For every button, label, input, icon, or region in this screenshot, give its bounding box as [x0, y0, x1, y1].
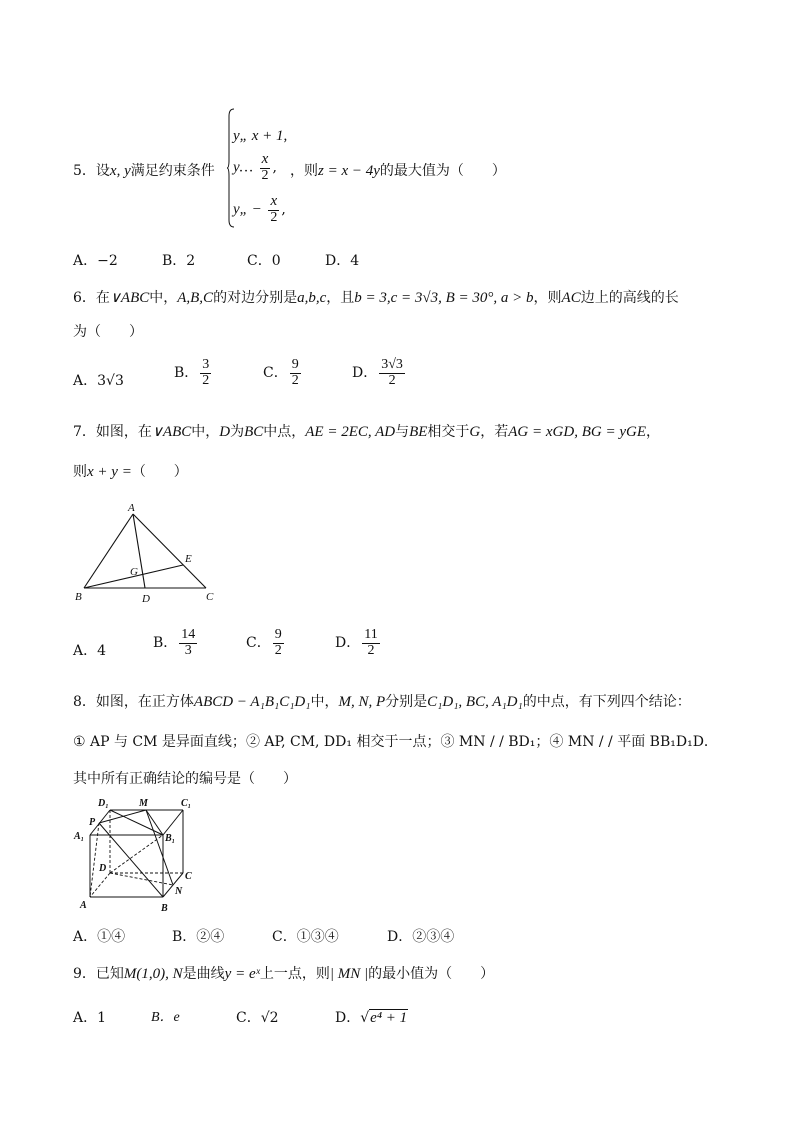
edge-ac [133, 514, 206, 588]
q8-option-d[interactable]: D．②③④ [387, 929, 455, 945]
q5-option-b[interactable]: B．2 [162, 253, 196, 269]
q5-stem [73, 160, 215, 180]
q5-option-a[interactable]: A．−2 [73, 253, 118, 269]
q7-triangle-figure [70, 500, 230, 610]
fig-label-m: M [139, 798, 148, 809]
conclusion-2: ② AP, CM, DD₁ 相交于一点； [245, 734, 441, 750]
q7-stem-line2: 则x + y =（ ） [73, 464, 188, 480]
q6-option-c[interactable]: C． $\frac{9}{2}$ [263, 357, 299, 388]
q7-option-b[interactable]: B． $\frac{14}{3}$ [153, 627, 196, 658]
q5-vars: x, y [109, 163, 131, 179]
constraint-3: y„ − $\frac{x}{2}$ , [233, 193, 286, 225]
fig-label-d1: D₁ [98, 798, 109, 809]
fig-label-g: G [130, 566, 138, 578]
conclusion-4: ④ MN / / 平面 BB₁D₁D． [549, 734, 718, 750]
q5-number: 5．设 [73, 163, 110, 179]
fig-label-b: B [75, 591, 82, 603]
fig-label-c1: C₁ [181, 798, 192, 809]
q5-option-c[interactable]: C．0 [247, 253, 281, 269]
fig-label-a1: A₁ [74, 831, 85, 842]
q7-vector-condition: AE = 2EC, AD [305, 424, 396, 440]
fig-label-d: D [142, 593, 150, 605]
q6-option-b[interactable]: B． $\frac{3}{2}$ [174, 357, 210, 388]
q5-stem-text: 满足约束条件 [130, 163, 215, 179]
fig-label-c: C [185, 871, 192, 882]
q8-conclusions [73, 731, 718, 751]
q6-stem-line2: 为（ ） [73, 324, 143, 340]
fig-label-b: B [161, 903, 168, 914]
constraint-2: y… $\frac{x}{2}$ , [233, 151, 277, 183]
fig-label-n: N [175, 886, 183, 897]
q9-option-c[interactable]: C．√2 [236, 1010, 279, 1026]
q9-stem: 9．已知M(1,0), N是曲线y = eˣ上一点，则| MN |的最小值为（ ） [73, 966, 495, 982]
conclusion-1: ① AP 与 CM 是异面直线； [73, 734, 246, 750]
constraint-1: y„ x + 1, [233, 128, 288, 144]
q6-stem-line1: 6．在∨ABC中，A,B,C的对边分别是a,b,c，且b = 3,c = 3√3, B = 30°, a > b，则AC边上的高线的长 [73, 290, 679, 306]
fig-label-a: A [80, 900, 87, 911]
q5-option-d[interactable]: D．4 [325, 253, 360, 269]
q9-curve: y = eˣ [224, 966, 260, 982]
fig-label-e: E [185, 553, 192, 565]
q8-cube-figure [70, 795, 200, 915]
fig-label-p: P [89, 817, 96, 828]
q5-stem-end: ，则z = x − 4y的最大值为（ ） [290, 163, 506, 179]
edge-ab [84, 514, 133, 588]
fig-label-b1: B₁ [165, 833, 176, 844]
q7-option-d[interactable]: D． $\frac{11}{2}$ [335, 627, 378, 658]
q9-option-d[interactable]: D．√e⁴ + 1 [335, 1010, 408, 1026]
q8-cube: ABCD − A₁B₁C₁D₁ [193, 694, 311, 710]
q8-option-a[interactable]: A．①④ [73, 929, 126, 945]
q6-given: b = 3,c = 3√3, B = 30°, a > b [354, 290, 534, 306]
q8-stem-line3: 其中所有正确结论的编号是（ ） [73, 771, 297, 787]
q8-option-c[interactable]: C．①③④ [272, 929, 339, 945]
fig-label-c: C [206, 591, 214, 603]
fig-label-a: A [128, 502, 135, 514]
fig-label-d: D [99, 863, 107, 874]
conclusion-3: ③ MN / / BD₁； [440, 734, 550, 750]
q7-option-a[interactable]: A．4 [73, 643, 107, 659]
constraint-2-frac: $\frac{x}{2}$ [261, 151, 269, 183]
q7-vector-ratio: AG = xGD, BG = yGE [508, 424, 646, 440]
q6-option-d[interactable]: D． $\frac{3√3}{2}$ [352, 357, 403, 388]
sqrt-sign: √ [360, 1010, 370, 1026]
q8-option-b[interactable]: B．②④ [172, 929, 225, 945]
q7-option-c[interactable]: C． $\frac{9}{2}$ [246, 627, 282, 658]
q8-stem-line1: 8．如图，在正方体ABCD − A₁B₁C₁D₁中，M, N, P分别是C₁D₁, BC, A₁D₁的中点，有下列四个结论： [73, 694, 691, 710]
q5-objective: z = x − 4y [318, 163, 380, 179]
q9-option-b[interactable]: B．e [151, 1010, 180, 1025]
q7-stem-line1: 7．如图，在∨ABC中，D为BC中点，AE = 2EC, AD与BE相交于G，若AG = xGD, BG = yGE， [73, 424, 660, 440]
q9-option-a[interactable]: A．1 [73, 1010, 107, 1026]
constraint-3-frac: $\frac{x}{2}$ [270, 193, 278, 225]
q6-option-a[interactable]: A．3√3 [73, 373, 124, 389]
